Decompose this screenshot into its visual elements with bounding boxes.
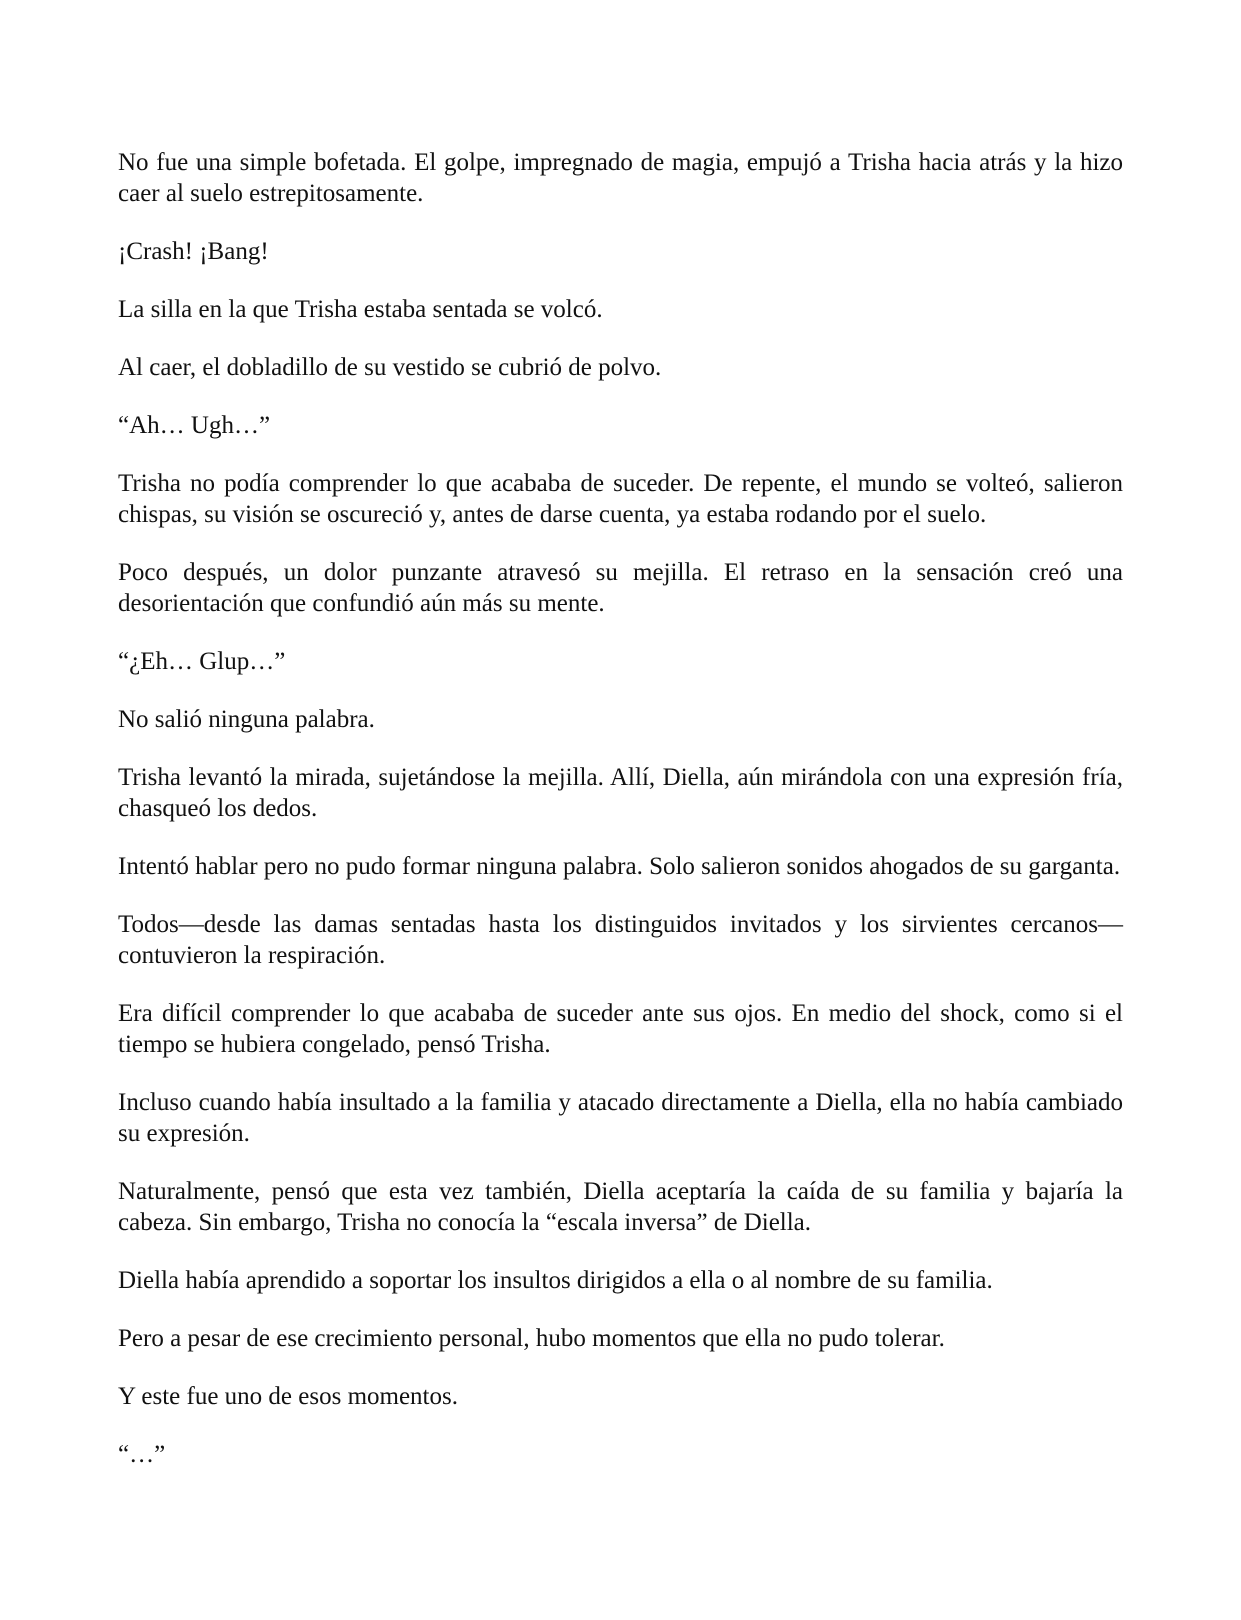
paragraph-13: Era difícil comprender lo que acababa de suceder ante sus ojos. En medio del shock, como si el tiempo se hubiera congelado, pensó Trisha. (118, 1000, 1123, 1058)
paragraph-3: La silla en la que Trisha estaba sentada se volcó. (118, 296, 603, 323)
paragraph-5: “Ah… Ugh…” (118, 412, 271, 439)
paragraph-19: “…” (118, 1441, 166, 1468)
paragraph-9: No salió ninguna palabra. (118, 706, 375, 733)
paragraph-2: ¡Crash! ¡Bang! (118, 238, 269, 265)
paragraph-16: Diella había aprendido a soportar los insultos dirigidos a ella o al nombre de su familia. (118, 1267, 993, 1294)
paragraph-6: Trisha no podía comprender lo que acababa de suceder. De repente, el mundo se volteó, salieron chispas, su visión se oscureció y, antes de darse cuenta, ya estaba rodando por el suelo. (118, 470, 1123, 528)
body-text (118, 147, 1123, 1497)
paragraph-1: No fue una simple bofetada. El golpe, impregnado de magia, empujó a Trisha hacia atrás y la hizo caer al suelo estrepitosamente. (118, 149, 1123, 207)
paragraph-18: Y este fue uno de esos momentos. (118, 1383, 458, 1410)
paragraph-10: Trisha levantó la mirada, sujetándose la mejilla. Allí, Diella, aún mirándola con una expresión fría, chasqueó los dedos. (118, 764, 1123, 822)
paragraph-11: Intentó hablar pero no pudo formar ninguna palabra. Solo salieron sonidos ahogados de su garganta. (118, 853, 1121, 880)
paragraph-8: “¿Eh… Glup…” (118, 648, 286, 675)
paragraph-7: Poco después, un dolor punzante atravesó su mejilla. El retraso en la sensación creó una desorientación que confundió aún más su mente. (118, 559, 1123, 617)
paragraph-14: Incluso cuando había insultado a la familia y atacado directamente a Diella, ella no había cambiado su expresión. (118, 1089, 1123, 1147)
paragraph-17: Pero a pesar de ese crecimiento personal, hubo momentos que ella no pudo tolerar. (118, 1325, 945, 1352)
paragraph-4: Al caer, el dobladillo de su vestido se cubrió de polvo. (118, 354, 662, 381)
paragraph-15: Naturalmente, pensó que esta vez también, Diella aceptaría la caída de su familia y bajaría la cabeza. Sin embargo, Trisha no conocía la “escala inversa” de Diella. (118, 1178, 1123, 1236)
paragraph-12: Todos—desde las damas sentadas hasta los distinguidos invitados y los sirvientes cercanos—contuvieron la respiración. (118, 911, 1123, 969)
